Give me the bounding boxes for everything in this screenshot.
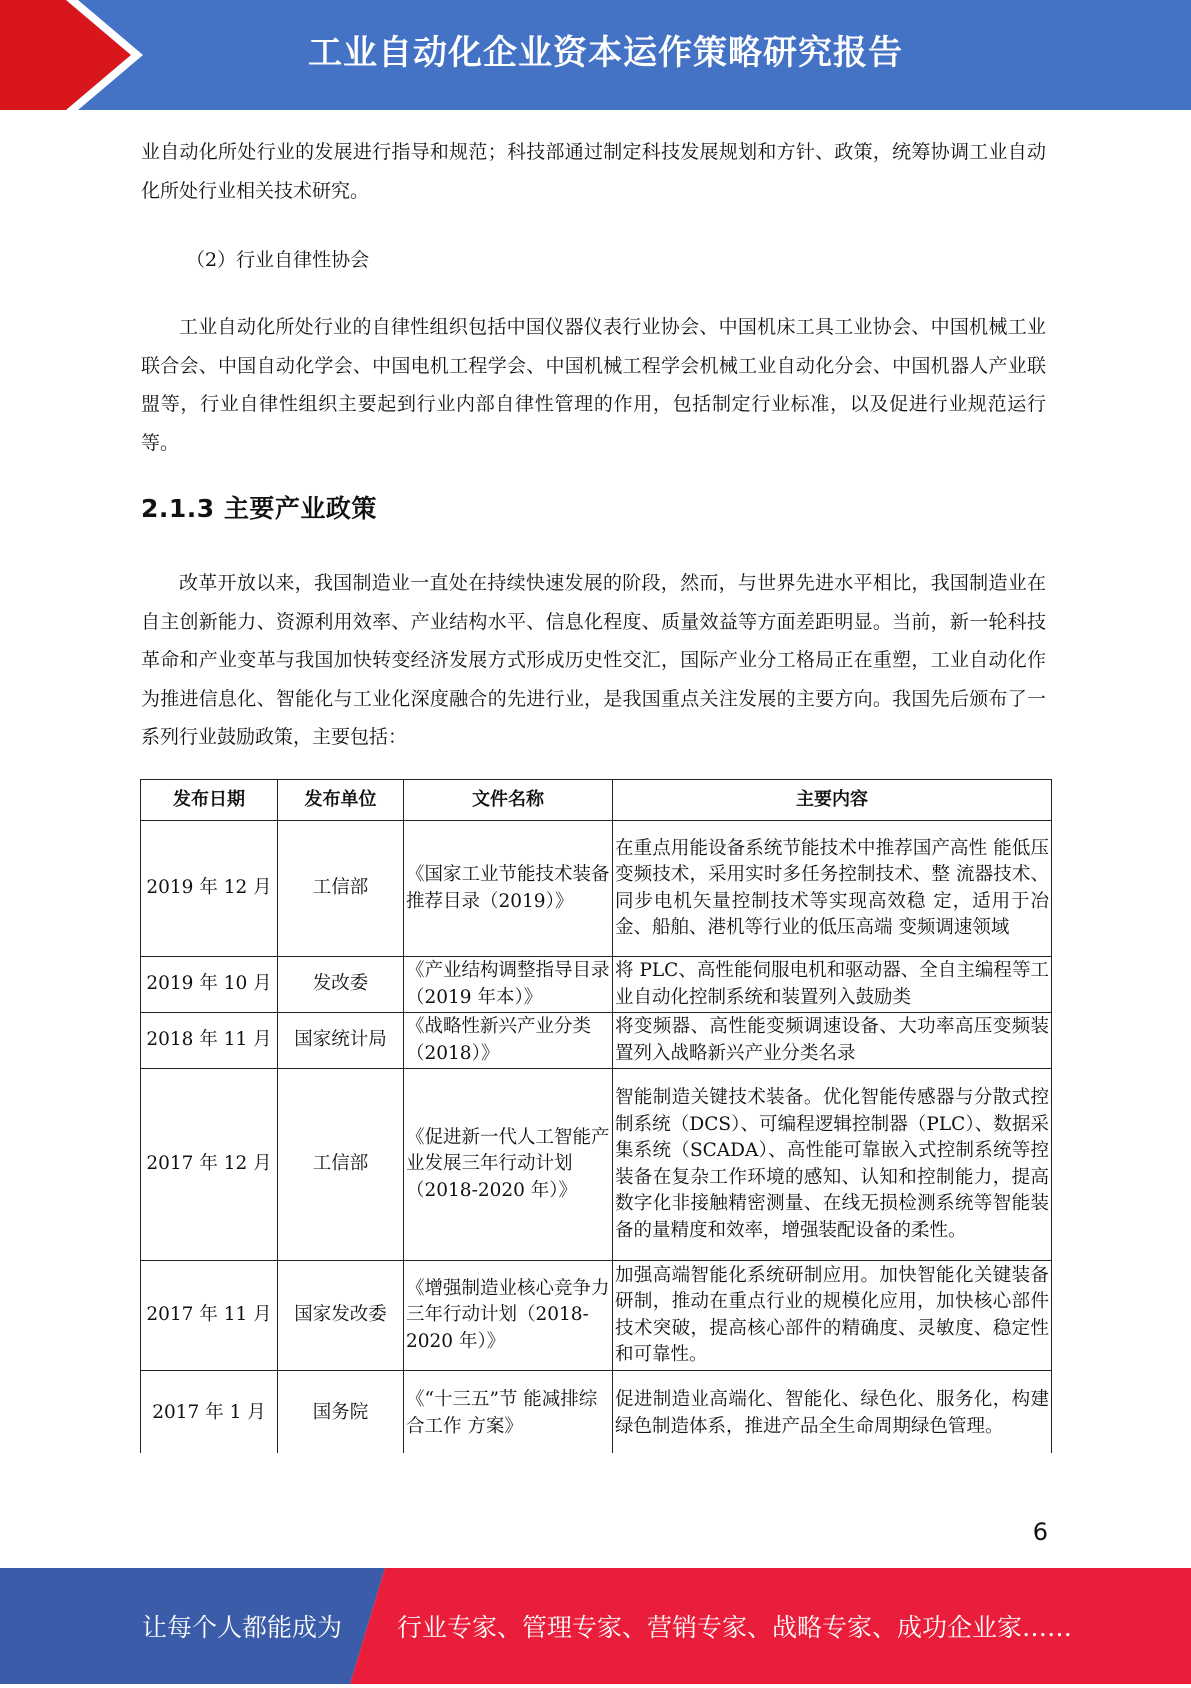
cell-content: 在重点用能设备系统节能技术中推荐国产高性 能低压变频技术，采用实时多任务控制技术、整 流器技术、同步电机矢量控制技术等实现高效稳 定，适用于冶金、船舶、港机等行业的低压高端 变频调速领域 — [613, 821, 1052, 957]
footer-slogan-right: 行业专家、管理专家、营销专家、战略专家、成功企业家…… — [397, 1613, 1073, 1642]
cell-content: 促进制造业高端化、智能化、绿色化、服务化，构建绿色制造体系，推进产品全生命周期绿色管理。 — [613, 1371, 1052, 1457]
column-header-date: 发布日期 — [141, 780, 278, 821]
cell-document: 《产业结构调整指导目录（2019 年本）》 — [404, 957, 613, 1013]
cell-date: 2019 年 10 月 — [141, 957, 278, 1013]
section-heading-block — [141, 489, 1046, 525]
column-header-unit: 发布单位 — [278, 780, 404, 821]
footer-banner — [0, 1568, 1191, 1684]
paragraph-associations — [141, 308, 1046, 462]
paragraph-text: 改革开放以来，我国制造业一直处在持续快速发展的阶段，然而，与世界先进水平相比，我国制造业在自主创新能力、资源利用效率、产业结构水平、信息化程度、质量效益等方面差距明显。当前，新一轮科技革命和产业变革与我国加快转变经济发展方式形成历史性交汇，国际产业分工格局正在重塑，工业自动化作为推进信息化、智能化与工业化深度融合的先进行业，是我国重点关注发展的主要方向。我国先后颁布了一系列行业鼓励政策，主要包括： — [141, 572, 1046, 748]
cell-unit: 工信部 — [278, 821, 404, 957]
cell-unit: 国家发改委 — [278, 1261, 404, 1371]
table-row — [141, 1069, 1052, 1261]
cell-unit: 工信部 — [278, 1069, 404, 1261]
table-page-break — [138, 1453, 1058, 1473]
cell-unit: 发改委 — [278, 957, 404, 1013]
cell-date: 2019 年 12 月 — [141, 821, 278, 957]
header-banner — [0, 0, 1191, 110]
cell-document: 《战略性新兴产业分类（2018）》 — [404, 1013, 613, 1069]
sub-heading-block — [141, 241, 1046, 279]
column-header-document: 文件名称 — [404, 780, 613, 821]
policy-table — [140, 779, 1052, 1457]
section-heading: 2.1.3 主要产业政策 — [141, 494, 377, 523]
cell-content: 将变频器、高性能变频调速设备、大功率高压变频装置列入战略新兴产业分类名录 — [613, 1013, 1052, 1069]
report-title: 工业自动化企业资本运作策略研究报告 — [308, 33, 903, 73]
cell-content: 加强高端智能化系统研制应用。加快智能化关键装备研制，推动在重点行业的规模化应用，加快核心部件技术突破，提高核心部件的精确度、灵敏度、稳定性和可靠性。 — [613, 1261, 1052, 1371]
cell-date: 2018 年 11 月 — [141, 1013, 278, 1069]
cell-document: 《国家工业节能技术装备推荐目录（2019）》 — [404, 821, 613, 957]
cell-document: 《增强制造业核心竞争力三年行动计划（2018-2020 年）》 — [404, 1261, 613, 1371]
cell-document: 《促进新一代人工智能产业发展三年行动计划（2018-2020 年）》 — [404, 1069, 613, 1261]
cell-document: 《“十三五”节 能减排综合工作 方案》 — [404, 1371, 613, 1457]
table-row — [141, 821, 1052, 957]
page-number: 6 — [1032, 1518, 1048, 1546]
paragraph-policy-intro — [141, 564, 1046, 757]
paragraph-text: 业自动化所处行业的发展进行指导和规范；科技部通过制定科技发展规划和方针、政策，统筹协调工业自动化所处行业相关技术研究。 — [141, 141, 1046, 202]
paragraph-regulation — [141, 133, 1046, 210]
paragraph-text: 工业自动化所处行业的自律性组织包括中国仪器仪表行业协会、中国机床工具工业协会、中国机械工业联合会、中国自动化学会、中国电机工程学会、中国机械工程学会机械工业自动化分会、中国机器人产业联盟等，行业自律性组织主要起到行业内部自律性管理的作用，包括制定行业标准，以及促进行业规范运行等。 — [141, 316, 1046, 454]
cell-unit: 国务院 — [278, 1371, 404, 1457]
cell-date: 2017 年 1 月 — [141, 1371, 278, 1457]
cell-content: 智能制造关键技术装备。优化智能传感器与分散式控制系统（DCS）、可编程逻辑控制器（PLC）、数据采集系统（SCADA）、高性能可靠嵌入式控制系统等控装备在复杂工作环境的感知、认知和控制能力，提高数字化非接触精密测量、在线无损检测系统等智能装备的量精度和效率，增强装配设备的柔性。 — [613, 1069, 1052, 1261]
cell-date: 2017 年 11 月 — [141, 1261, 278, 1371]
table-header-row — [141, 780, 1052, 821]
table-row — [141, 1013, 1052, 1069]
column-header-content: 主要内容 — [613, 780, 1052, 821]
cell-unit: 国家统计局 — [278, 1013, 404, 1069]
cell-date: 2017 年 12 月 — [141, 1069, 278, 1261]
table-row — [141, 1371, 1052, 1457]
footer-slogan-left: 让每个人都能成为 — [142, 1613, 343, 1642]
cell-content: 将 PLC、高性能伺服电机和驱动器、全自主编程等工业自动化控制系统和装置列入鼓励类 — [613, 957, 1052, 1013]
table-row — [141, 1261, 1052, 1371]
sub-heading: （2）行业自律性协会 — [186, 249, 370, 271]
table-row — [141, 957, 1052, 1013]
